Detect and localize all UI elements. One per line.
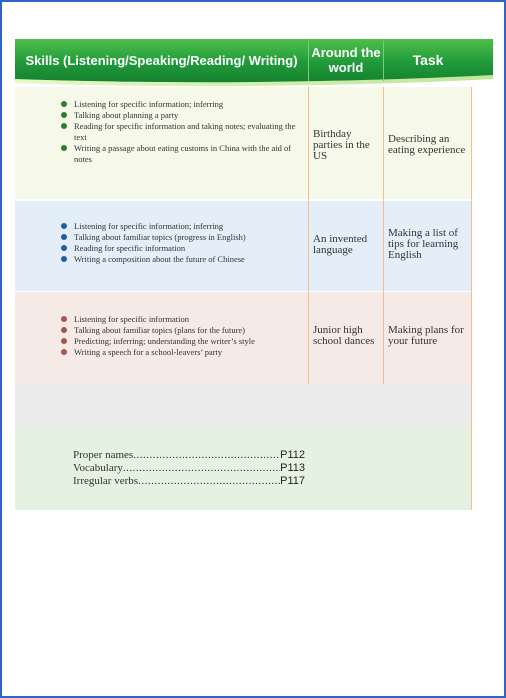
task-cell: Making a list of tips for learning English <box>388 227 459 261</box>
bullet-icon <box>61 338 67 344</box>
bullet-icon <box>61 327 67 333</box>
list-item: Writing a composition about the future of Chinese <box>61 254 307 265</box>
table-row <box>15 292 472 384</box>
column-divider <box>383 87 384 384</box>
list-item[interactable] <box>73 449 305 462</box>
skills-list <box>61 221 307 265</box>
list-item: Listening for specific information <box>61 314 307 325</box>
bullet-icon <box>61 256 67 262</box>
column-divider <box>308 87 309 384</box>
table-header <box>15 39 493 91</box>
table-row <box>15 201 472 291</box>
task-cell: Making plans for your future <box>388 324 464 347</box>
list-item: Writing a passage about eating customs in China with the aid of notes <box>61 143 307 165</box>
list-item[interactable] <box>73 462 305 475</box>
list-item: Talking about familiar topics (progress in English) <box>61 232 307 243</box>
column-divider <box>471 87 472 510</box>
skills-list <box>61 99 307 165</box>
dot-leader <box>123 462 280 475</box>
index-entry-name: Irregular verbs <box>73 475 139 487</box>
bullet-icon <box>61 316 67 322</box>
list-item: Reading for specific information and taking notes; evaluating the text <box>61 121 307 143</box>
bullet-icon <box>61 223 67 229</box>
list-item: Listening for specific information; inferring <box>61 99 307 110</box>
task-cell: Describing an eating experience <box>388 133 466 156</box>
bullet-icon <box>61 234 67 240</box>
blank-row <box>15 384 472 427</box>
index-entry-name: Proper names <box>73 449 134 461</box>
index-page-number: P113 <box>280 462 305 474</box>
list-item: Listening for specific information; inferring <box>61 221 307 232</box>
task-column-header: Task <box>412 51 444 68</box>
list-item[interactable] <box>73 475 305 488</box>
list-item: Talking about familiar topics (plans for the future) <box>61 325 307 336</box>
list-item: Talking about planning a party <box>61 110 307 121</box>
around-the-world-cell: Junior high school dances <box>313 324 375 347</box>
around-the-world-column-header: Around the world <box>311 45 381 75</box>
bullet-icon <box>61 101 67 107</box>
skills-column-header: Skills (Listening/Speaking/Reading/ Writing) <box>25 52 298 68</box>
around-the-world-cell: An invented language <box>313 233 368 256</box>
skills-list <box>61 314 307 358</box>
index-entry-name: Vocabulary <box>73 462 123 474</box>
index-page-number: P112 <box>280 449 305 461</box>
list-item: Writing a speech for a school-leavers’ party <box>61 347 307 358</box>
around-the-world-cell: Birthday parties in the US <box>313 128 370 162</box>
dot-leader <box>133 449 280 462</box>
contents-table <box>15 39 472 510</box>
bullet-icon <box>61 123 67 129</box>
list-item: Predicting; inferring; understanding the writer’s style <box>61 336 307 347</box>
index-page-number: P117 <box>280 475 305 487</box>
dot-leader <box>138 475 280 488</box>
table-row <box>15 87 472 199</box>
appendix-index <box>73 449 305 488</box>
list-item: Reading for specific information <box>61 243 307 254</box>
bullet-icon <box>61 112 67 118</box>
bullet-icon <box>61 245 67 251</box>
bullet-icon <box>61 349 67 355</box>
bullet-icon <box>61 145 67 151</box>
